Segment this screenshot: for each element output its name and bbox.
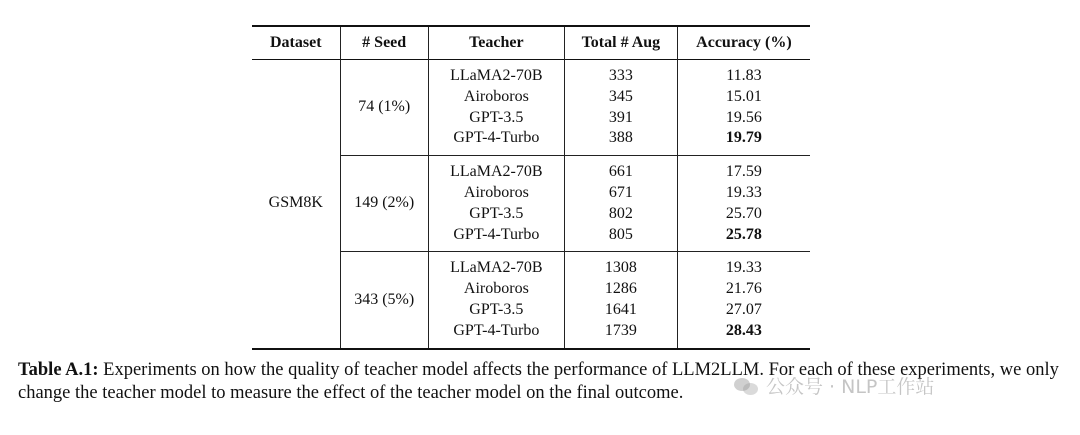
header-accuracy: Accuracy (%) [696, 33, 792, 51]
seed-cell: 74 (1%) [340, 60, 428, 156]
teacher-cell: GPT-4-Turbo [428, 128, 564, 155]
total-aug-cell: 333 [564, 60, 677, 87]
accuracy-cell: 11.83 [726, 67, 762, 84]
total-aug-cell: 1308 [564, 252, 677, 279]
watermark-text: 公众号 · NLP工作站 [766, 376, 935, 398]
total-aug-cell: 391 [564, 108, 677, 129]
accuracy-cell: 27.07 [725, 300, 762, 318]
total-aug-cell: 1739 [564, 321, 677, 349]
header-teacher: Teacher [428, 26, 564, 60]
teacher-cell: Airoboros [428, 183, 564, 204]
total-aug-cell: 1286 [564, 279, 677, 300]
wechat-icon [734, 376, 760, 396]
table-header-row [252, 26, 810, 60]
accuracy-cell: 21.76 [725, 280, 762, 298]
accuracy-cell: 19.33 [725, 259, 762, 277]
header-total-aug: Total # Aug [564, 26, 677, 60]
accuracy-cell: 19.56 [725, 108, 762, 126]
total-aug-cell: 802 [564, 204, 677, 225]
seed-cell: 343 (5%) [340, 252, 428, 349]
teacher-cell: GPT-4-Turbo [428, 321, 564, 349]
results-table [252, 25, 810, 350]
table-row [252, 60, 810, 87]
accuracy-cell: 15.01 [725, 87, 762, 105]
header-seed: # Seed [340, 26, 428, 60]
total-aug-cell: 1641 [564, 300, 677, 321]
accuracy-cell: 19.33 [725, 183, 762, 201]
seed-cell: 149 (2%) [340, 156, 428, 252]
accuracy-cell: 25.78 [677, 225, 810, 252]
teacher-cell: Airoboros [428, 279, 564, 300]
caption-text: Experiments on how the quality of teacher model affects the performance of LLM2LLM. For each of these experiments, we only change the teacher model to measure the effect of the teacher model on the final outcome. [18, 360, 1059, 403]
caption-label: Table A.1: [18, 360, 99, 380]
total-aug-cell: 345 [564, 87, 677, 108]
accuracy-cell: 17.59 [725, 163, 762, 181]
teacher-cell: LLaMA2-70B [428, 156, 564, 183]
teacher-cell: GPT-4-Turbo [428, 225, 564, 252]
total-aug-cell: 805 [564, 225, 677, 252]
accuracy-cell: 19.79 [677, 128, 810, 155]
header-dataset: Dataset [252, 26, 340, 60]
teacher-cell: GPT-3.5 [428, 108, 564, 129]
accuracy-cell: 25.70 [725, 204, 762, 222]
teacher-cell: Airoboros [428, 87, 564, 108]
accuracy-cell: 28.43 [725, 321, 762, 339]
watermark [734, 372, 934, 399]
total-aug-cell: 661 [564, 156, 677, 183]
results-table-container [252, 25, 810, 350]
teacher-cell: GPT-3.5 [428, 300, 564, 321]
teacher-cell: LLaMA2-70B [428, 60, 564, 87]
total-aug-cell: 671 [564, 183, 677, 204]
total-aug-cell: 388 [564, 128, 677, 155]
teacher-cell: GPT-3.5 [428, 204, 564, 225]
teacher-cell: LLaMA2-70B [428, 252, 564, 279]
table-body [252, 60, 810, 349]
dataset-cell: GSM8K [252, 60, 340, 349]
